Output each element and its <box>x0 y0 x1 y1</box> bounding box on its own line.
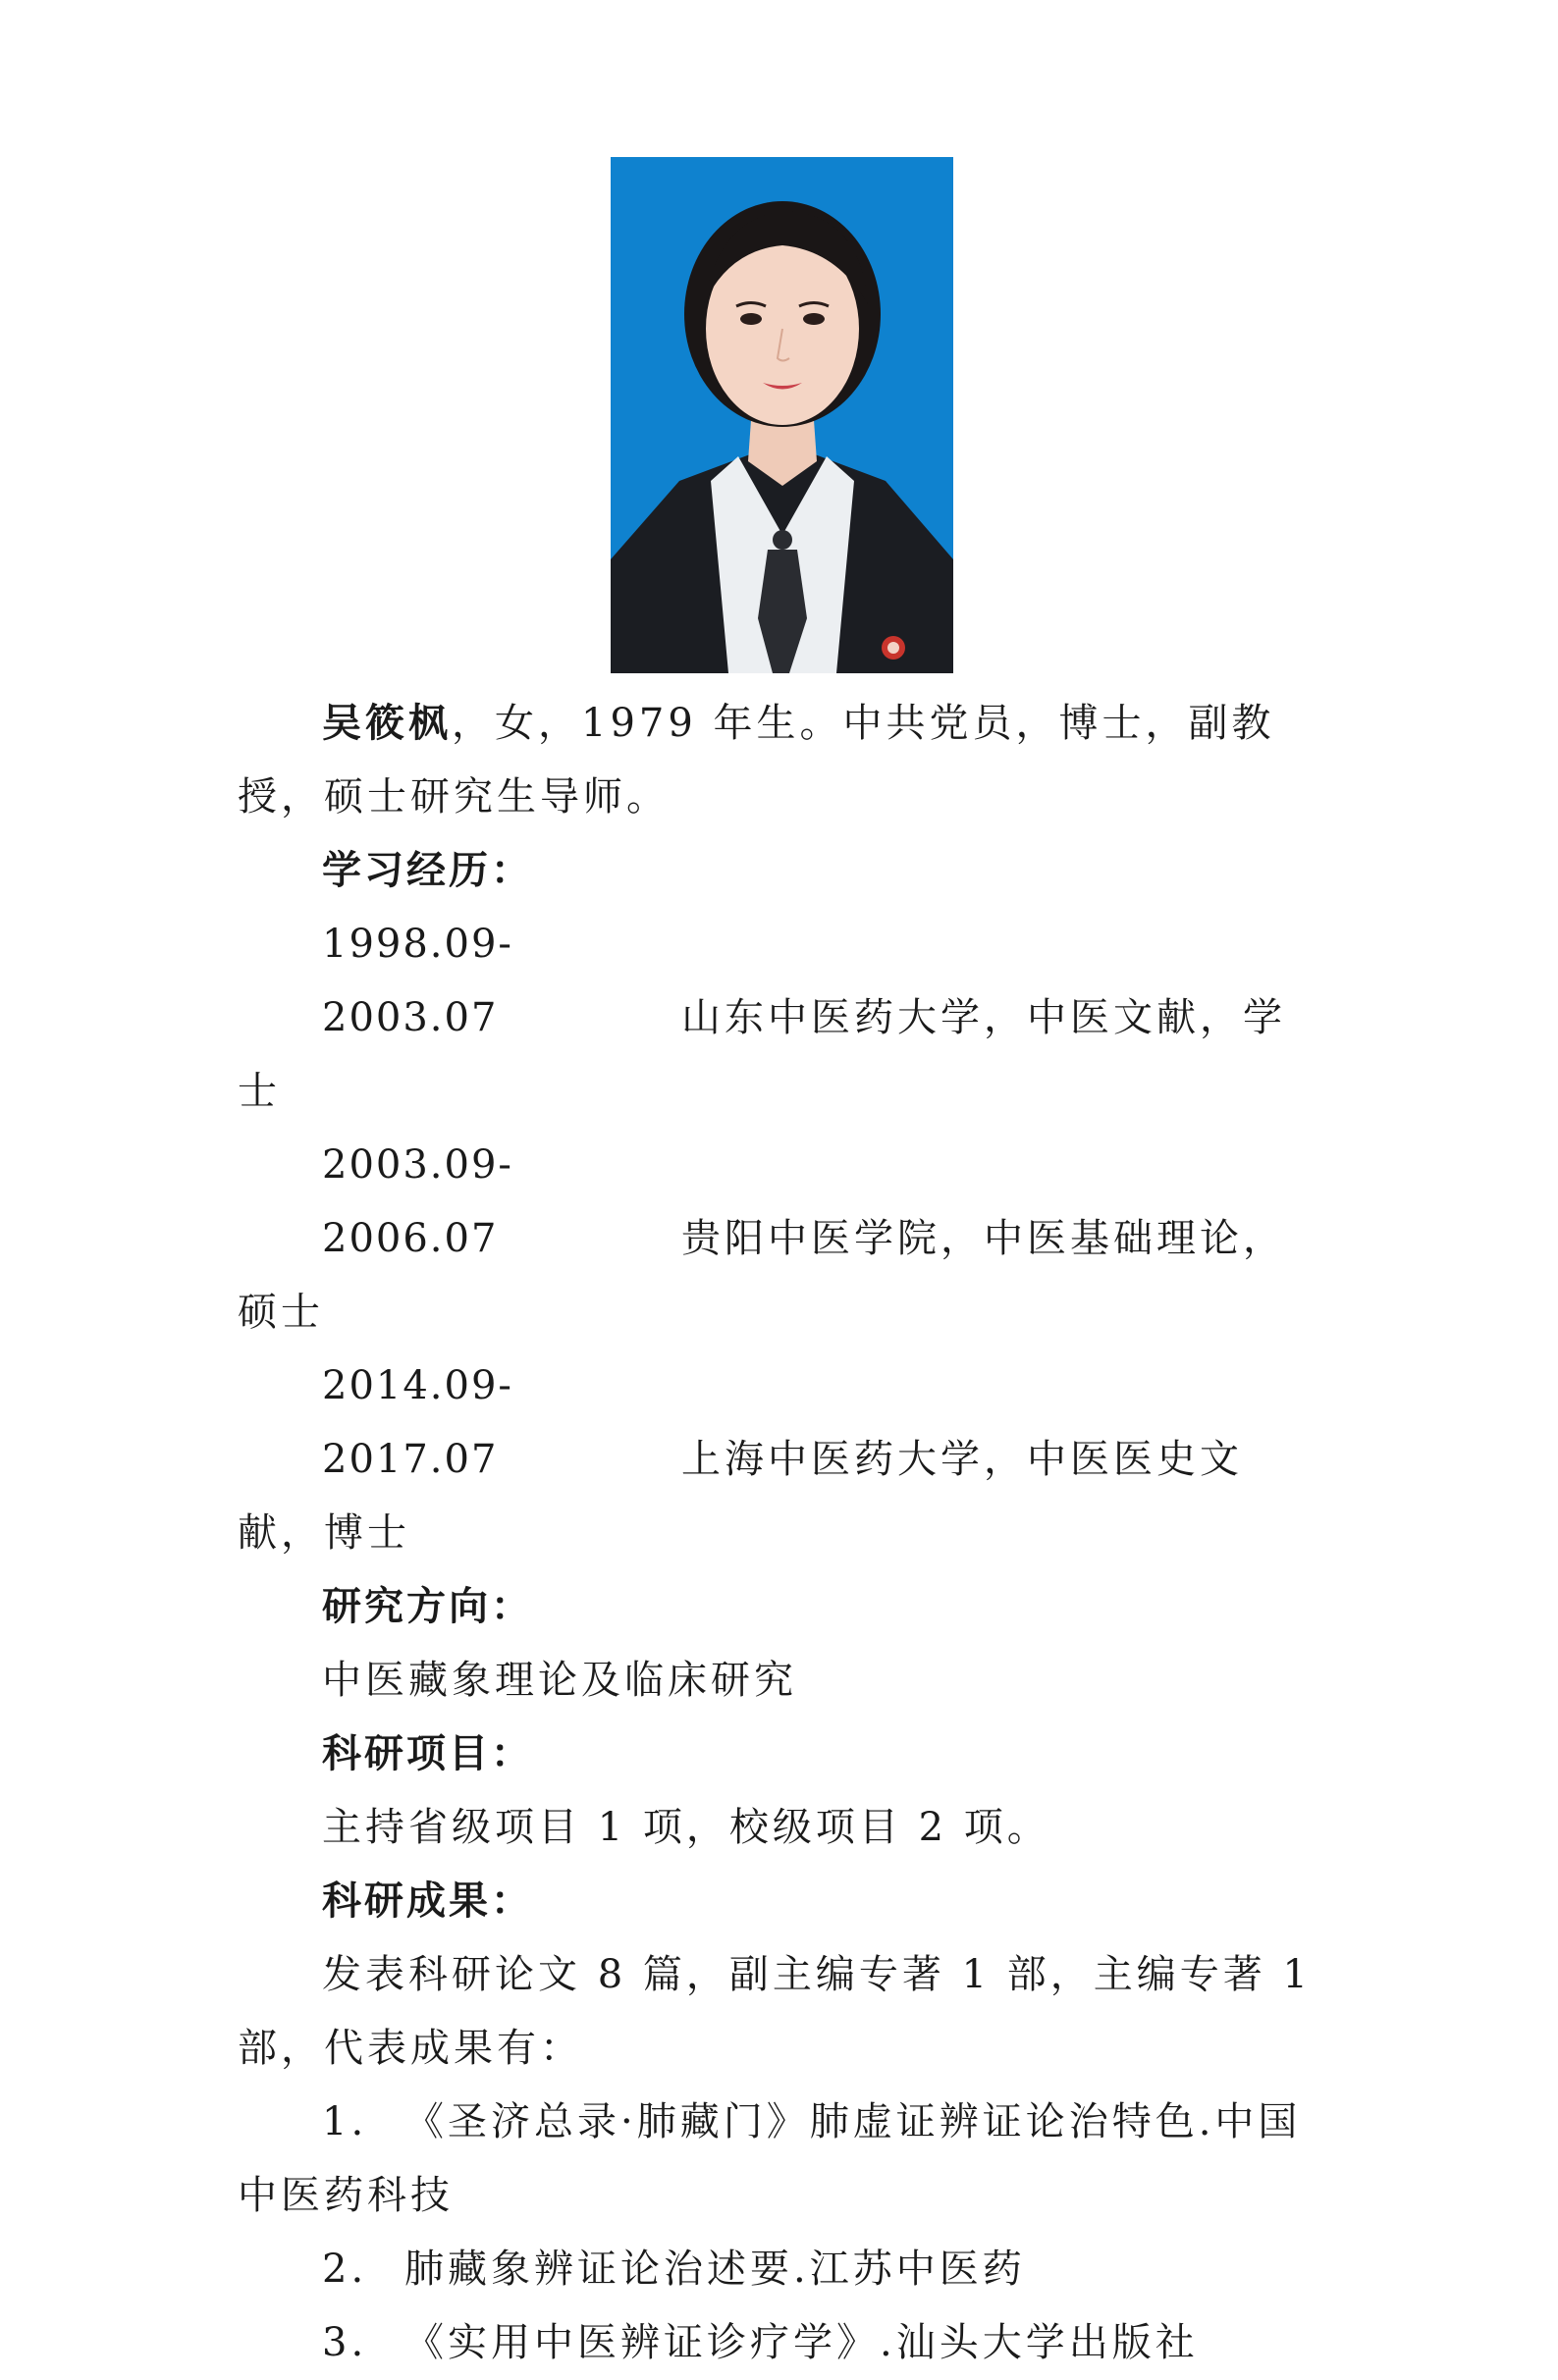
achievement-number: 1. <box>322 2099 368 2144</box>
achievement-text: 《实用中医辨证诊疗学》.汕头大学出版社 <box>404 2320 1199 2365</box>
portrait-photo <box>611 157 953 673</box>
education-date: 2003.09-2006.07 <box>322 1142 513 1261</box>
projects-heading: 科研项目： <box>322 1731 533 1776</box>
person-name: 吴筱枫 <box>322 701 452 746</box>
education-item <box>238 1349 1327 1570</box>
education-item <box>238 1129 1327 1349</box>
intro-text: ，女，1979 年生。中共党员，博士，副教授，硕士研究生导师。 <box>238 701 1275 820</box>
education-item <box>238 908 1327 1129</box>
research-direction-heading: 研究方向： <box>322 1584 533 1629</box>
education-text: 山东中医药大学，中医文献，学士 <box>238 995 1286 1114</box>
achievement-text: 肺藏象辨证论治述要.江苏中医药 <box>404 2247 1026 2292</box>
achievement-text: 《圣济总录·肺藏门》肺虚证辨证论治特色.中国中医药科技 <box>238 2099 1302 2218</box>
projects-text: 主持省级项目 1 项，校级项目 2 项。 <box>322 1805 1050 1850</box>
achievements-heading: 科研成果： <box>322 1878 533 1924</box>
education-heading: 学习经历： <box>322 848 533 893</box>
achievement-number: 2. <box>322 2247 368 2292</box>
achievement-number: 3. <box>322 2320 368 2365</box>
achievement-item <box>238 2306 1327 2380</box>
education-text: 贵阳中医学院，中医基础理论，硕士 <box>238 1216 1286 1335</box>
achievement-item <box>238 2233 1327 2306</box>
profile-content <box>238 687 1327 2380</box>
intro-paragraph <box>238 687 1327 834</box>
portrait-illustration <box>611 157 953 673</box>
research-direction-text: 中医藏象理论及临床研究 <box>322 1658 797 1703</box>
achievements-text: 发表科研论文 8 篇，副主编专著 1 部，主编专著 1 部，代表成果有： <box>238 1952 1312 2071</box>
education-date: 2014.09-2017.07 <box>322 1363 513 1482</box>
achievement-item <box>238 2086 1327 2233</box>
education-date: 1998.09-2003.07 <box>322 922 513 1040</box>
education-text: 上海中医药大学，中医医史文献，博士 <box>238 1437 1243 1556</box>
